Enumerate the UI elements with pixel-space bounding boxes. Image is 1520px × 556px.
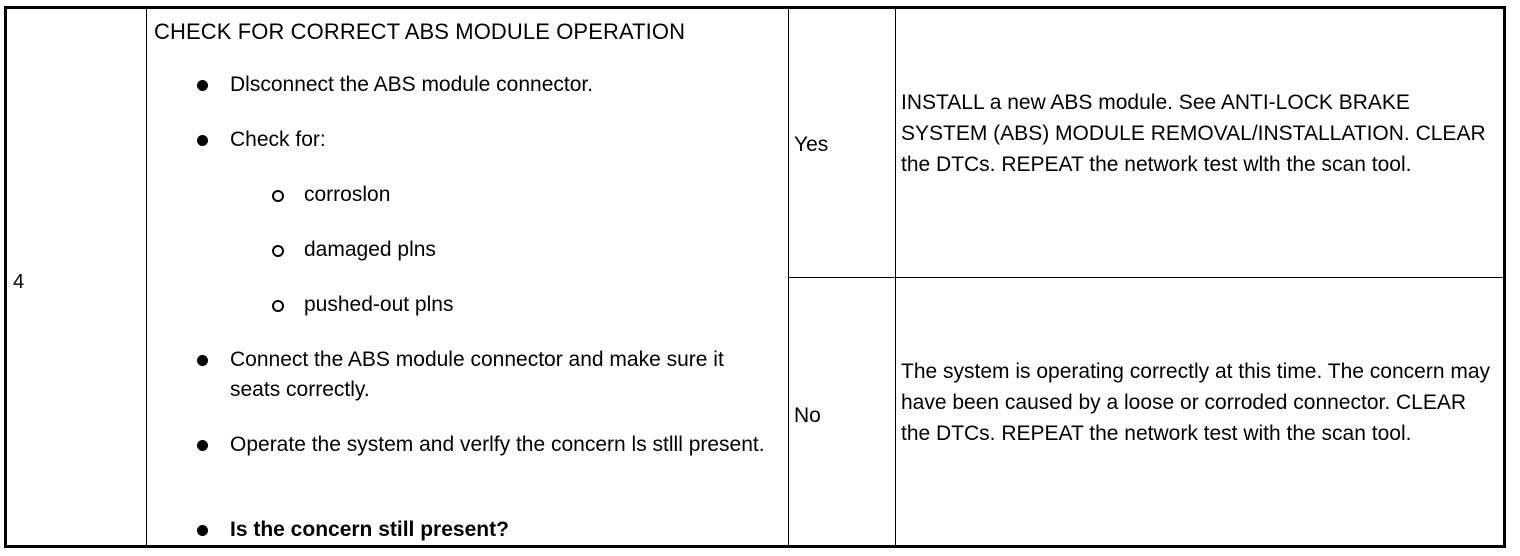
bullet-dot-icon (197, 525, 208, 536)
result-yes-label: Yes (794, 133, 829, 156)
bullet-text: Check for: (230, 128, 326, 151)
bullet-text: Operate the system and verlfy the concern ls stlll present. (230, 433, 765, 456)
bullet-dot-icon (197, 440, 208, 451)
hollow-bullet-icon (272, 190, 284, 202)
bullet-dot-icon (197, 355, 208, 366)
bullet-text: Dlsconnect the ABS module connector. (230, 73, 594, 96)
diagnostic-step-table (4, 6, 1506, 548)
row-divider-yes-no (789, 277, 1503, 278)
sub-item-text: damaged plns (304, 238, 436, 261)
hollow-bullet-icon (272, 245, 284, 257)
bullet-dot-icon (197, 135, 208, 146)
sub-item-text: corroslon (304, 183, 391, 206)
sub-item-text: pushed-out plns (304, 293, 454, 316)
result-no-action: The system is operating correctly at this time. The concern may have been caused by a loose or corroded connector. CLEAR the DTCs. REPEAT the network test with the scan tool. (901, 360, 1491, 445)
result-no-label: No (794, 404, 821, 427)
hollow-bullet-icon (272, 300, 284, 312)
column-divider-step (146, 9, 147, 545)
action-cell (149, 9, 789, 545)
bullet-dot-icon (197, 80, 208, 91)
question-text: Is the concern still present? (230, 518, 509, 541)
result-yes-action: INSTALL a new ABS module. See ANTI-LOCK BRAKE SYSTEM (ABS) MODULE REMOVAL/INSTALLATION. CLEAR the DTCs. REPEAT the network test wlth the scan tool. (901, 91, 1486, 176)
step-number: 4 (13, 271, 25, 293)
step-title: CHECK FOR CORRECT ABS MODULE OPERATION (154, 19, 686, 44)
bullet-text: Connect the ABS module connector and make sure it seats correctly. (230, 348, 724, 401)
